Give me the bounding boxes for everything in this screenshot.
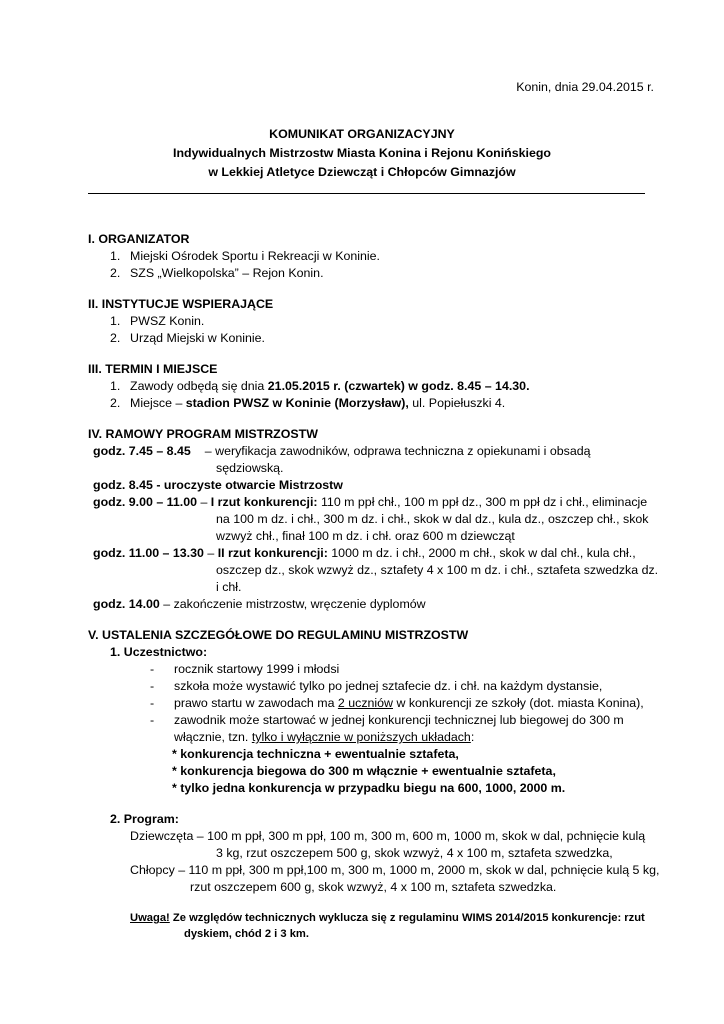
section-5-heading: V. USTALENIA SZCZEGÓŁOWE DO REGULAMINU MISTRZOSTW [88,628,469,642]
list-item [130,395,505,411]
list-item [130,378,530,394]
program-line: Dziewczęta – 100 m ppł, 300 m ppł, 100 m, 300 m, 600 m, 1000 m, skok w dal, pchnięcie kulą [130,829,646,843]
option-line: * konkurencja biegowa do 300 m włącznie + ewentualnie sztafeta, [172,764,556,778]
text: prawo startu w zawodach ma [174,696,338,710]
list-number: 1. [110,249,121,263]
bullet-dash: - [150,713,155,727]
schedule-continuation: na 100 m dz. i chł., 300 m dz. i chł., skok w dal dz., kula dz., oszczep chł., skok [216,512,649,526]
item-text: ul. Popiełuszki 4. [408,396,506,410]
list-item: SZS „Wielkopolska” – Rejon Konin. [130,266,324,280]
item-text: Miejsce – [130,396,186,410]
item-bold-text: 21.05.2015 r. (czwartek) w godz. 8.45 – 14.30. [267,379,530,393]
schedule-continuation: wzwyż chł., finał 100 m dz. i chł. oraz 600 m dziewcząt [216,529,515,543]
text: : [470,730,475,744]
bullet-text: zawodnik może startować w jednej konkurencji technicznej lub biegowej do 300 m [174,713,624,727]
title-line-2: Indywidualnych Mistrzostw Miasta Konina i Rejonu Konińskiego [173,146,551,160]
schedule-row-4 [93,545,636,561]
list-item: Urząd Miejski w Koninie. [130,331,265,345]
title-line-3: w Lekkiej Atletyce Dziewcząt i Chłopców Gimnazjów [208,165,516,179]
schedule-time: godz. 7.45 – 8.45 [93,444,191,458]
bullet-dash: - [150,662,155,676]
program-line: Chłopcy – 110 m ppł, 300 m ppł,100 m, 300 m, 1000 m, 2000 m, skok w dal, pchnięcie kulą 5 kg, [130,863,660,877]
text: włącznie, tzn. [174,730,252,744]
schedule-text: 1000 m dz. i chł., 2000 m chł., skok w dal chł., kula chł., [327,546,636,560]
schedule-label: II rzut konkurencji: [217,546,328,560]
list-number: 1. [110,379,121,393]
schedule-row-3 [93,494,647,510]
title-divider [88,193,645,194]
date-line: Konin, dnia 29.04.2015 r. [516,80,654,94]
underlined-text: 2 uczniów [337,696,394,710]
list-item: Miejski Ośrodek Sportu i Rekreacji w Koninie. [130,249,380,263]
schedule-text: 110 m ppł chł., 100 m ppł dz., 300 m ppł dz i chł., eliminacje [317,495,648,509]
section-1-heading: I. ORGANIZATOR [88,232,190,246]
item-bold-text: stadion PWSZ w Koninie (Morzysław), [185,396,409,410]
schedule-continuation: i chł. [216,580,242,594]
schedule-time: godz. 11.00 – 13.30 [93,546,204,560]
schedule-text: – weryfikacja zawodników, odprawa techniczna z opiekunami i obsadą [204,444,591,458]
bullet-text [174,695,644,711]
schedule-row-1 [93,443,591,459]
schedule-text: – zakończenie mistrzostw, wręczenie dyplomów [159,597,426,611]
subsection-heading: 2. Program: [110,812,179,826]
bullet-text: rocznik startowy 1999 i młodsi [174,662,340,676]
underlined-text: tylko i wyłącznie w poniższych układach [251,730,471,744]
list-number: 2. [110,266,121,280]
bullet-text: szkoła może wystawić tylko po jednej sztafecie dz. i chł. na każdym dystansie, [174,679,603,693]
list-number: 2. [110,396,121,410]
schedule-row-2: godz. 8.45 - uroczyste otwarcie Mistrzostw [93,478,343,492]
schedule-label: I rzut konkurencji: [210,495,318,509]
bullet-text [174,729,474,745]
program-line: 3 kg, rzut oszczepem 500 g, skok wzwyż, 4 x 100 m, sztafeta szwedzka, [216,846,613,860]
list-number: 2. [110,331,121,345]
option-line: * tylko jedna konkurencja w przypadku biegu na 600, 1000, 2000 m. [172,781,566,795]
section-3-heading: III. TERMIN I MIEJSCE [88,362,218,376]
schedule-time: godz. 9.00 – 11.00 [93,495,198,509]
schedule-time: godz. 14.00 [93,597,160,611]
note-line [130,911,645,926]
schedule-continuation: oszczep dz., skok wzwyż dz., sztafety 4 x 100 m dz. i chł., sztafeta szwedzka dz. [216,563,659,577]
text: w konkurencji ze szkoły (dot. miasta Konina), [393,696,644,710]
section-4-heading: IV. RAMOWY PROGRAM MISTRZOSTW [88,427,318,441]
list-number: 1. [110,314,121,328]
note-line: dyskiem, chód 2 i 3 km. [184,928,309,940]
note-label: Uwaga! [130,912,170,924]
note-text: Ze względów technicznych wyklucza się z regulaminu WIMS 2014/2015 konkurencje: rzut [169,912,645,924]
bullet-dash: - [150,679,155,693]
schedule-row-5 [93,596,426,612]
list-item: PWSZ Konin. [130,314,205,328]
schedule-dash: – [203,546,218,560]
item-text: Zawody odbędą się dnia [130,379,268,393]
bullet-dash: - [150,696,155,710]
schedule-dash: – [197,495,211,509]
subsection-heading: 1. Uczestnictwo: [110,645,208,659]
schedule-continuation: sędziowską. [216,461,284,475]
option-line: * konkurencja techniczna + ewentualnie sztafeta, [172,747,459,761]
program-line: rzut oszczepem 600 g, skok wzwyż, 4 x 100 m, sztafeta szwedzka. [190,880,557,894]
section-2-heading: II. INSTYTUCJE WSPIERAJĄCE [88,297,274,311]
title-line-1: KOMUNIKAT ORGANIZACYJNY [269,127,455,141]
